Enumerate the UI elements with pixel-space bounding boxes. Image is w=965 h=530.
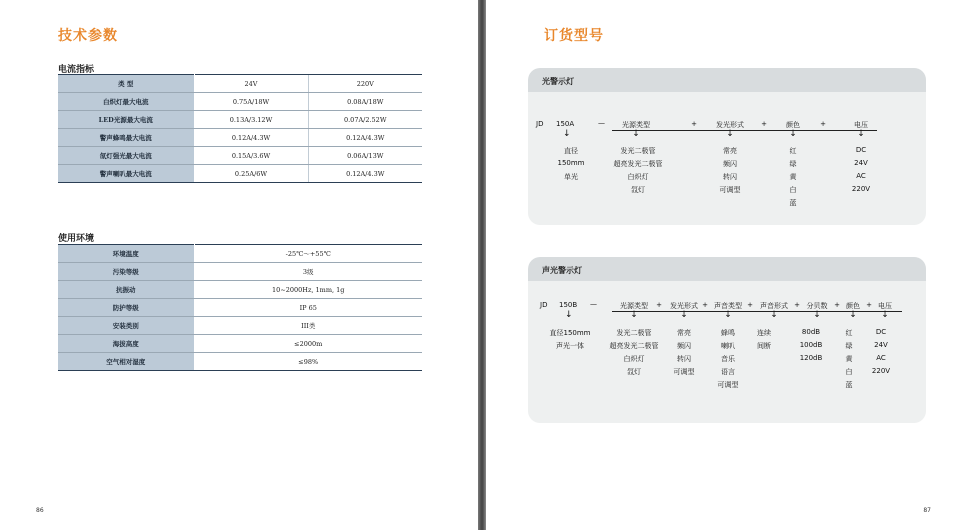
option-text: 220V [871, 367, 891, 375]
current-heading: 电流指标 [58, 65, 95, 75]
panel-header [528, 68, 926, 92]
table-cell: 0.07A/2.52W [308, 111, 422, 129]
table-cell: 3级 [194, 263, 422, 281]
table-cell: 220V [308, 75, 422, 93]
down-arrow-icon: ↓ [565, 310, 573, 320]
plus-sign: + [834, 301, 840, 309]
table-cell: 空气相对湿度 [58, 353, 194, 371]
plus-sign: + [702, 301, 708, 309]
down-arrow-icon: ↓ [726, 129, 734, 139]
option-text: 可调型 [719, 186, 741, 194]
down-arrow-icon: ↓ [632, 129, 640, 139]
option-text: 超亮发光二极管 [613, 160, 663, 168]
option-text: 150mm [557, 159, 585, 167]
panel-title: 光警示灯 [542, 77, 574, 86]
plus-sign: + [761, 120, 767, 128]
table-cell: 环境温度 [58, 245, 194, 263]
option-text: AC [876, 354, 886, 362]
plus-sign: + [794, 301, 800, 309]
right-page [486, 0, 965, 530]
field-label: 发光形式 [670, 302, 698, 310]
table-cell: 0.75A/18W [194, 93, 308, 111]
option-text: 红 [845, 329, 853, 337]
option-text: 频闪 [723, 160, 737, 168]
light-lamp-panel [528, 68, 926, 225]
page-number: 87 [923, 507, 931, 514]
field-underline [612, 311, 902, 312]
field-label: 光源类型 [622, 121, 650, 129]
option-text: 音乐 [721, 355, 735, 363]
down-arrow-icon: ↓ [881, 310, 889, 320]
table-cell: 10~2000Hz, 1mm, 1g [194, 281, 422, 299]
table-cell: 安装类别 [58, 317, 194, 335]
book-gutter [478, 0, 486, 530]
option-text: 直径 [564, 147, 578, 155]
option-text: 黄 [789, 173, 797, 181]
option-text: 转闪 [723, 173, 737, 181]
option-text: 喇叭 [721, 342, 735, 350]
field-label: 发光形式 [716, 121, 744, 129]
table-row [58, 93, 422, 111]
table-cell: 0.13A/3.12W [194, 111, 308, 129]
option-text: 常亮 [723, 147, 737, 155]
plus-sign: + [866, 301, 872, 309]
table-row [58, 111, 422, 129]
option-text: 220V [851, 185, 871, 193]
table-cell: LED光源最大电流 [58, 111, 194, 129]
model-code: 150A [556, 120, 575, 128]
env-heading: 使用环境 [58, 234, 95, 244]
table-cell: 0.12A/4.3W [308, 129, 422, 147]
table-cell: 警声喇叭最大电流 [58, 165, 194, 183]
field-label: 颜色 [786, 121, 800, 129]
option-text: 可调型 [673, 368, 695, 376]
prefix-label: JD [536, 120, 544, 128]
option-text: 声光一体 [556, 342, 584, 350]
down-arrow-icon: ↓ [680, 310, 688, 320]
table-cell: ≤98% [194, 353, 422, 371]
option-text: 120dB [799, 354, 823, 362]
option-text: 超亮发光二极管 [609, 342, 659, 350]
table-cell: 0.25A/6W [194, 165, 308, 183]
panel-header [528, 257, 926, 281]
field-label: 声音形式 [760, 302, 788, 310]
option-text: 单光 [564, 173, 578, 181]
option-text: 间断 [757, 342, 771, 350]
table-cell: 抗振动 [58, 281, 194, 299]
order-title: 订货型号 [544, 28, 604, 44]
table-cell: 0.12A/4.3W [194, 129, 308, 147]
table-cell: 白炽灯最大电流 [58, 93, 194, 111]
prefix-label: JD [540, 301, 548, 309]
option-text: 蓝 [789, 199, 797, 207]
option-text: 黄 [845, 355, 853, 363]
table-cell: 海拔高度 [58, 335, 194, 353]
env-table [58, 244, 422, 371]
left-page [0, 0, 478, 530]
panel-title: 声光警示灯 [542, 266, 582, 275]
table-row [58, 263, 422, 281]
table-row [58, 353, 422, 371]
field-label: 电压 [854, 121, 868, 129]
option-text: 绿 [845, 342, 853, 350]
table-row [58, 75, 422, 93]
table-cell: -25℃～+55℃ [194, 245, 422, 263]
option-text: 频闪 [677, 342, 691, 350]
spec-title: 技术参数 [58, 28, 118, 44]
down-arrow-icon: ↓ [724, 310, 732, 320]
down-arrow-icon: ↓ [789, 129, 797, 139]
option-text: 蜂鸣 [721, 329, 735, 337]
dash-separator: — [590, 300, 597, 308]
option-text: AC [856, 172, 866, 180]
table-cell: III类 [194, 317, 422, 335]
table-cell: 0.12A/4.3W [308, 165, 422, 183]
option-text: 蓝 [845, 381, 853, 389]
option-text: 白炽灯 [627, 173, 649, 181]
field-label: 声音类型 [714, 302, 742, 310]
option-text: 100dB [799, 341, 823, 349]
table-cell: 类 型 [58, 75, 194, 93]
dash-separator: — [598, 119, 605, 127]
table-cell: 警声蜂鸣最大电流 [58, 129, 194, 147]
option-text: 发光二极管 [616, 329, 652, 337]
table-row [58, 317, 422, 335]
option-text: 可调型 [717, 381, 739, 389]
option-text: 氙灯 [627, 368, 641, 376]
table-row [58, 245, 422, 263]
option-text: DC [875, 328, 887, 336]
plus-sign: + [820, 120, 826, 128]
plus-sign: + [747, 301, 753, 309]
field-label: 分贝数 [806, 302, 828, 310]
table-cell: 污染等级 [58, 263, 194, 281]
table-row [58, 165, 422, 183]
table-cell: 氙灯强光最大电流 [58, 147, 194, 165]
field-label: 电压 [878, 302, 892, 310]
table-cell: 24V [194, 75, 308, 93]
option-text: DC [855, 146, 867, 154]
option-text: 白炽灯 [623, 355, 645, 363]
down-arrow-icon: ↓ [857, 129, 865, 139]
table-cell: 0.06A/13W [308, 147, 422, 165]
table-cell: ≤2000m [194, 335, 422, 353]
table-row [58, 129, 422, 147]
table-cell: 0.15A/3.6W [194, 147, 308, 165]
down-arrow-icon: ↓ [813, 310, 821, 320]
table-row [58, 147, 422, 165]
plus-sign: + [656, 301, 662, 309]
table-row [58, 299, 422, 317]
table-cell: IP 65 [194, 299, 422, 317]
option-text: 语言 [721, 368, 735, 376]
option-text: 发光二极管 [620, 147, 656, 155]
down-arrow-icon: ↓ [849, 310, 857, 320]
plus-sign: + [691, 120, 697, 128]
down-arrow-icon: ↓ [563, 129, 571, 139]
field-underline [612, 130, 877, 131]
option-text: 24V [874, 341, 888, 349]
option-text: 绿 [789, 160, 797, 168]
option-text: 常亮 [677, 329, 691, 337]
option-text: 直径150mm [549, 329, 591, 337]
option-text: 连续 [757, 329, 771, 337]
model-code: 150B [559, 301, 578, 309]
current-table [58, 74, 422, 183]
table-row [58, 335, 422, 353]
table-cell: 0.08A/18W [308, 93, 422, 111]
down-arrow-icon: ↓ [770, 310, 778, 320]
option-text: 白 [845, 368, 853, 376]
option-text: 转闪 [677, 355, 691, 363]
option-text: 红 [789, 147, 797, 155]
field-label: 光源类型 [620, 302, 648, 310]
field-label: 颜色 [846, 302, 860, 310]
table-cell: 防护等级 [58, 299, 194, 317]
page-number: 86 [36, 507, 44, 514]
down-arrow-icon: ↓ [630, 310, 638, 320]
option-text: 白 [789, 186, 797, 194]
table-row [58, 281, 422, 299]
sound-light-lamp-panel [528, 257, 926, 423]
option-text: 24V [854, 159, 868, 167]
option-text: 80dB [801, 328, 821, 336]
option-text: 氙灯 [631, 186, 645, 194]
